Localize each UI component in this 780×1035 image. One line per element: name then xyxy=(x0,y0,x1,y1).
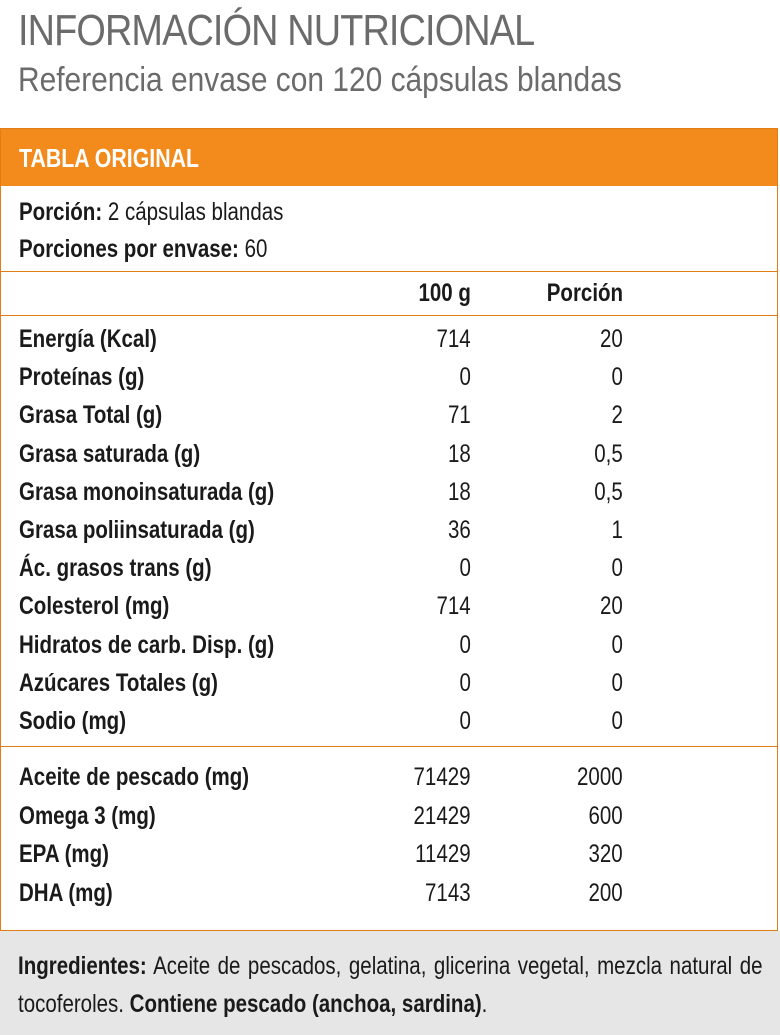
table-row xyxy=(1,550,777,588)
table-row xyxy=(1,665,777,703)
divider xyxy=(1,315,777,316)
row-label: DHA (mg) xyxy=(19,878,113,907)
header xyxy=(18,4,704,100)
column-header-portion: Porción xyxy=(546,279,623,307)
row-value-100g: 0 xyxy=(459,707,471,735)
nutrition-table xyxy=(0,128,778,931)
ingredients-footer xyxy=(0,931,780,1035)
row-label: Colesterol (mg) xyxy=(19,592,170,621)
table-row xyxy=(1,359,777,397)
page-subtitle: Referencia envase con 120 cápsulas blandas xyxy=(18,61,622,99)
row-value-100g: 714 xyxy=(436,592,471,621)
row-label: EPA (mg) xyxy=(19,840,109,868)
row-value-portion: 20 xyxy=(600,325,623,353)
row-value-portion: 2000 xyxy=(577,763,623,791)
row-label: Grasa Total (g) xyxy=(19,401,163,430)
row-value-100g: 21429 xyxy=(413,801,471,830)
row-value-portion: 320 xyxy=(588,840,623,868)
row-label: Energía (Kcal) xyxy=(19,325,157,353)
row-value-100g: 18 xyxy=(448,439,471,468)
row-value-100g: 18 xyxy=(448,477,471,506)
allergen-end: . xyxy=(481,990,488,1018)
row-label: Ác. grasos trans (g) xyxy=(19,554,212,583)
table-row xyxy=(1,836,777,874)
ingredients-label: Ingredientes: xyxy=(18,952,147,980)
portion-line xyxy=(19,197,341,227)
table-row xyxy=(1,397,777,435)
divider xyxy=(1,746,777,747)
row-value-100g: 71 xyxy=(448,401,471,430)
row-value-100g: 0 xyxy=(459,668,471,697)
section-label: TABLA ORIGINAL xyxy=(19,143,200,173)
row-value-portion: 0 xyxy=(611,630,623,659)
row-value-portion: 2 xyxy=(611,401,623,430)
ingredients-text-block xyxy=(18,947,763,1023)
ingredients-text: Aceite de pescados, gelatina, glicerina vegetal, mezcla natural de tocoferoles. xyxy=(18,952,763,1018)
servings-value: 60 xyxy=(244,235,268,263)
section-header-bar xyxy=(1,129,777,186)
table-row xyxy=(1,759,777,797)
row-label: Omega 3 (mg) xyxy=(19,801,156,830)
row-label: Grasa monoinsaturada (g) xyxy=(19,477,275,506)
allergen-text: Contiene pescado (anchoa, sardina) xyxy=(129,990,482,1018)
page-title: INFORMACIÓN NUTRICIONAL xyxy=(18,6,535,55)
row-label: Grasa saturada (g) xyxy=(19,439,201,468)
row-value-portion: 200 xyxy=(588,878,623,907)
table-row xyxy=(1,875,777,913)
row-value-100g: 36 xyxy=(448,516,471,544)
row-label: Azúcares Totales (g) xyxy=(19,668,218,697)
table-row xyxy=(1,436,777,474)
row-label: Sodio (mg) xyxy=(19,707,127,735)
row-value-100g: 7143 xyxy=(425,878,471,907)
row-value-100g: 0 xyxy=(459,554,471,583)
row-value-100g: 0 xyxy=(459,630,471,659)
table-row xyxy=(1,798,777,836)
table-row xyxy=(1,512,777,550)
row-label: Proteínas (g) xyxy=(19,363,145,392)
table-row xyxy=(1,321,777,359)
row-value-portion: 0 xyxy=(611,707,623,735)
row-value-100g: 714 xyxy=(436,325,471,353)
row-value-portion: 1 xyxy=(611,516,623,544)
row-value-100g: 71429 xyxy=(413,763,471,791)
row-value-portion: 0,5 xyxy=(594,439,623,468)
portion-label: Porción: xyxy=(19,198,103,226)
table-row xyxy=(1,703,777,741)
column-header-100g: 100 g xyxy=(418,279,471,307)
table-row xyxy=(1,474,777,512)
row-label: Hidratos de carb. Disp. (g) xyxy=(19,630,275,659)
row-value-portion: 0,5 xyxy=(594,477,623,506)
servings-line xyxy=(19,234,322,264)
row-value-100g: 0 xyxy=(459,363,471,392)
row-label: Aceite de pescado (mg) xyxy=(19,763,250,791)
servings-label: Porciones por envase: xyxy=(19,235,239,263)
portion-value: 2 cápsulas blandas xyxy=(107,198,284,226)
row-value-portion: 20 xyxy=(600,592,623,621)
row-value-portion: 0 xyxy=(611,554,623,583)
row-label: Grasa poliinsaturada (g) xyxy=(19,516,255,544)
divider xyxy=(1,271,777,272)
table-row xyxy=(1,588,777,626)
table-row xyxy=(1,627,777,665)
row-value-portion: 0 xyxy=(611,363,623,392)
row-value-portion: 0 xyxy=(611,668,623,697)
row-value-portion: 600 xyxy=(588,801,623,830)
row-value-100g: 11429 xyxy=(415,840,471,868)
